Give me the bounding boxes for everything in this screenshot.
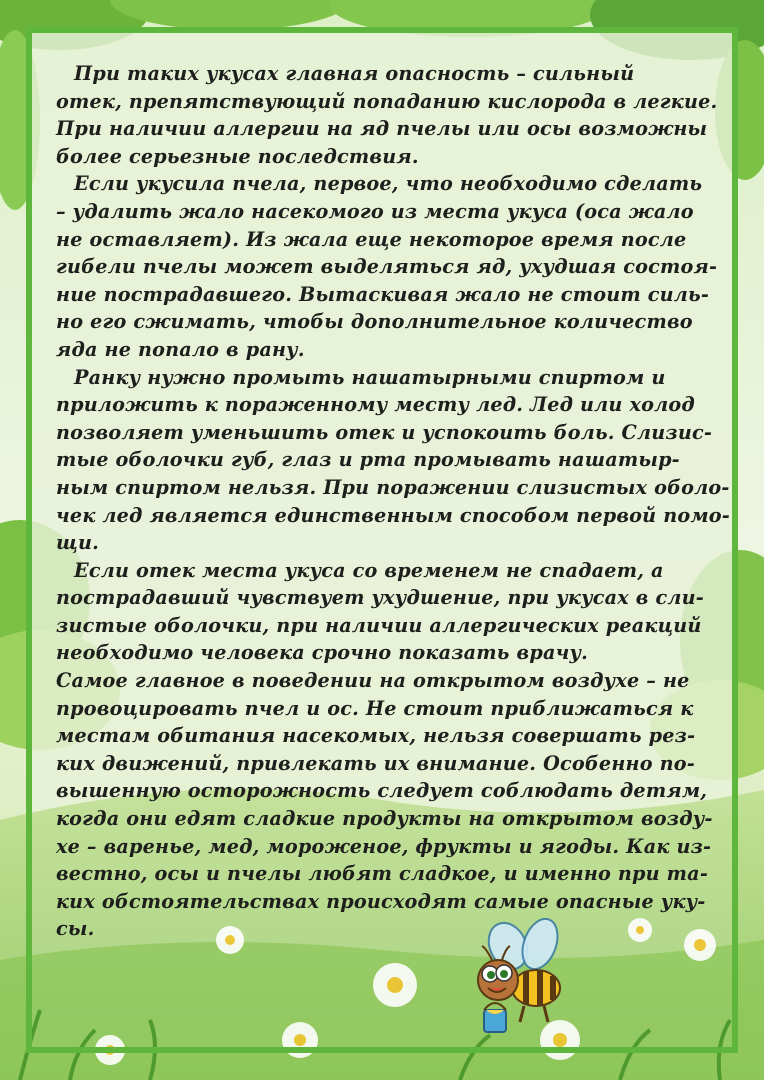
text-line: но его сжимать, чтобы дополнительное количество xyxy=(56,310,693,334)
text-line: пострадавший чувствует ухудшение, при укусах в сли- xyxy=(56,586,704,610)
text-line: хе – варенье, мед, мороженое, фрукты и ягоды. Как из- xyxy=(56,834,712,858)
paragraph-3 xyxy=(56,364,734,557)
text-line: сы. xyxy=(56,917,95,941)
text-line: вестно, осы и пчелы любят сладкое, и именно при та- xyxy=(56,862,708,886)
text-line: позволяет уменьшить отек и успокоить боль. Слизис- xyxy=(56,420,713,444)
text-line: тые оболочки губ, глаз и рта промывать нашатыр- xyxy=(56,448,680,472)
text-line: необходимо человека срочно показать врачу. xyxy=(56,641,589,665)
article-text xyxy=(56,60,734,943)
text-line: когда они едят сладкие продукты на открытом возду- xyxy=(56,807,713,831)
text-line: При таких укусах главная опасность – сильный xyxy=(74,62,635,85)
text-line: местам обитания насекомых, нельзя совершать рез- xyxy=(56,724,696,748)
text-line: более серьезные последствия. xyxy=(56,144,419,168)
text-line: ких обстоятельствах происходят самые опасные уку- xyxy=(56,889,706,913)
paragraph-4 xyxy=(56,557,734,667)
text-line: ких движений, привлекать их внимание. Особенно по- xyxy=(56,751,695,775)
text-line: гибели пчелы может выделяться яд, ухудшая состоя- xyxy=(56,255,718,279)
text-line: приложить к пораженному месту лед. Лед или холод xyxy=(56,393,695,417)
text-line: Если отек места укуса со временем не спадает, а xyxy=(74,558,664,582)
paragraph-2 xyxy=(56,170,734,363)
text-line: щи. xyxy=(56,531,99,555)
text-line: При наличии аллергии на яд пчелы или осы возможны xyxy=(56,117,708,141)
paragraph-5 xyxy=(56,667,734,943)
text-line: Ранку нужно промыть нашатырными спиртом и xyxy=(74,365,666,389)
text-line: вышенную осторожность следует соблюдать детям, xyxy=(56,779,708,803)
text-line: яда не попало в рану. xyxy=(56,337,305,361)
text-line: – удалить жало насекомого из места укуса (оса жало xyxy=(56,199,694,223)
text-line: ным спиртом нельзя. При поражении слизистых оболо- xyxy=(56,475,730,499)
text-line: чек лед является единственным способом первой помо- xyxy=(56,503,730,527)
text-line: зистые оболочки, при наличии аллергических реакций xyxy=(56,613,702,637)
bee-illustration xyxy=(464,918,574,1048)
text-line: отек, препятствующий попаданию кислорода в легкие. xyxy=(56,89,718,113)
text-line: Если укусила пчела, первое, что необходимо сделать xyxy=(74,172,703,196)
paragraph-1 xyxy=(56,60,734,170)
text-line: не оставляет). Из жала еще некоторое время после xyxy=(56,227,687,251)
text-line: Самое главное в поведении на открытом воздухе – не xyxy=(56,669,690,693)
text-line: ние пострадавшего. Вытаскивая жало не стоит силь- xyxy=(56,282,710,306)
text-line: провоцировать пчел и ос. Не стоит приближаться к xyxy=(56,696,694,720)
